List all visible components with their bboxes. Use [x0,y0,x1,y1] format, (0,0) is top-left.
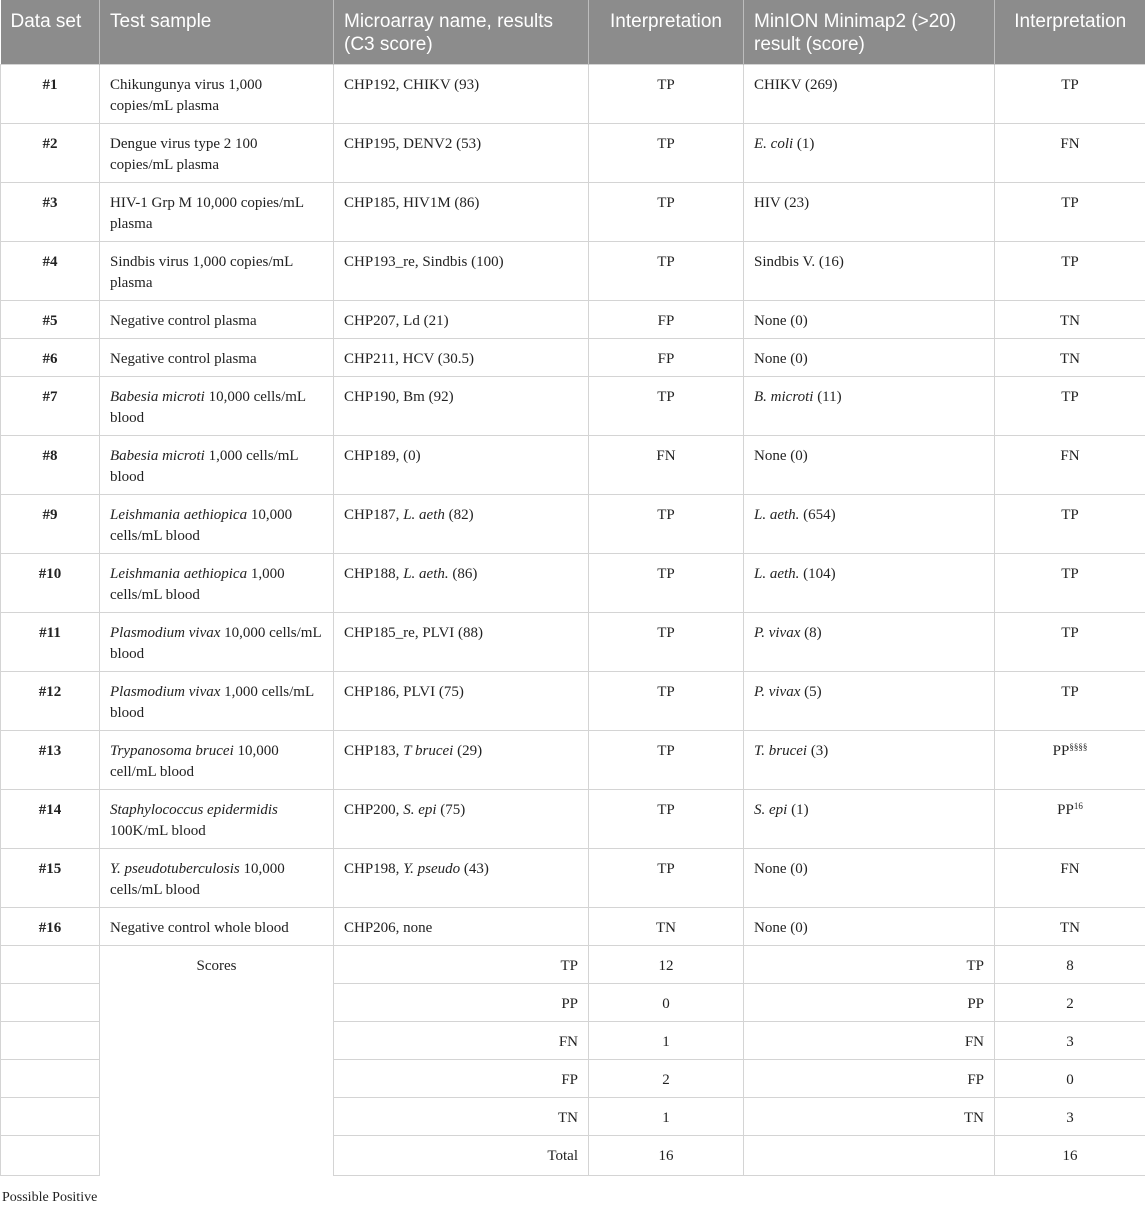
table-row [1,124,1145,183]
test-sample-cell: Leishmania aethiopica 1,000 cells/mL blood [100,554,334,613]
minion-interpretation-cell: PP§§§§ [995,731,1145,790]
microarray-interpretation-cell: TP [589,242,744,301]
score-value-microarray: 12 [589,946,744,984]
test-sample-cell: Staphylococcus epidermidis 100K/mL blood [100,790,334,849]
minion-interpretation-cell: FN [995,849,1145,908]
table-row [1,339,1145,377]
minion-interpretation-cell: TP [995,377,1145,436]
microarray-result-cell: CHP192, CHIKV (93) [334,65,589,124]
score-label-microarray: TP [334,946,589,984]
minion-result-cell: P. vivax (5) [744,672,995,731]
microarray-result-cell: CHP183, T brucei (29) [334,731,589,790]
microarray-result-cell: CHP185_re, PLVI (88) [334,613,589,672]
microarray-result-cell: CHP195, DENV2 (53) [334,124,589,183]
minion-interpretation-cell: TP [995,495,1145,554]
test-sample-cell: Trypanosoma brucei 10,000 cell/mL blood [100,731,334,790]
table-row [1,495,1145,554]
score-label-minion: FP [744,1060,995,1098]
data-set-cell: #10 [1,554,100,613]
microarray-interpretation-cell: FN [589,436,744,495]
minion-result-cell: None (0) [744,339,995,377]
minion-interpretation-cell: FN [995,436,1145,495]
table-row [1,672,1145,731]
test-sample-cell: Babesia microti 1,000 cells/mL blood [100,436,334,495]
microarray-interpretation-cell: TP [589,790,744,849]
table-row [1,65,1145,124]
microarray-interpretation-cell: TP [589,554,744,613]
table-row [1,301,1145,339]
score-label-microarray: TN [334,1098,589,1136]
test-sample-cell: Y. pseudotuberculosis 10,000 cells/mL blood [100,849,334,908]
minion-result-cell: HIV (23) [744,183,995,242]
test-sample-cell: Negative control whole blood [100,908,334,946]
microarray-result-cell: CHP200, S. epi (75) [334,790,589,849]
score-value-minion: 3 [995,1098,1145,1136]
minion-result-cell: S. epi (1) [744,790,995,849]
empty-cell [1,984,100,1022]
score-value-minion: 3 [995,1022,1145,1060]
microarray-result-cell: CHP188, L. aeth. (86) [334,554,589,613]
microarray-interpretation-cell: TN [589,908,744,946]
data-set-cell: #3 [1,183,100,242]
score-value-microarray: 2 [589,1060,744,1098]
header-minion-result: MinION Minimap2 (>20) result (score) [744,0,995,65]
microarray-interpretation-cell: TP [589,183,744,242]
test-sample-cell: Negative control plasma [100,339,334,377]
header-minion-interpretation: Interpretation [995,0,1145,65]
total-label-minion [744,1136,995,1176]
minion-result-cell: P. vivax (8) [744,613,995,672]
test-sample-cell: Negative control plasma [100,301,334,339]
header-test-sample: Test sample [100,0,334,65]
table-row [1,849,1145,908]
minion-interpretation-cell: TP [995,242,1145,301]
microarray-interpretation-cell: TP [589,65,744,124]
minion-result-cell: B. microti (11) [744,377,995,436]
empty-cell [1,946,100,984]
test-sample-cell: Plasmodium vivax 1,000 cells/mL blood [100,672,334,731]
header-row [1,0,1145,65]
minion-result-cell: T. brucei (3) [744,731,995,790]
minion-interpretation-cell: TP [995,672,1145,731]
minion-interpretation-cell: FN [995,124,1145,183]
microarray-result-cell: CHP189, (0) [334,436,589,495]
microarray-interpretation-cell: TP [589,377,744,436]
score-label-minion: FN [744,1022,995,1060]
minion-interpretation-cell: TP [995,554,1145,613]
test-sample-cell: HIV-1 Grp M 10,000 copies/mL plasma [100,183,334,242]
microarray-result-cell: CHP206, none [334,908,589,946]
minion-result-cell: Sindbis V. (16) [744,242,995,301]
minion-result-cell: L. aeth. (654) [744,495,995,554]
score-value-microarray: 1 [589,1022,744,1060]
data-set-cell: #16 [1,908,100,946]
minion-interpretation-cell: TP [995,65,1145,124]
data-set-cell: #5 [1,301,100,339]
minion-result-cell: CHIKV (269) [744,65,995,124]
total-value-minion: 16 [995,1136,1145,1176]
score-label-minion: TP [744,946,995,984]
microarray-interpretation-cell: TP [589,124,744,183]
microarray-interpretation-cell: TP [589,672,744,731]
table-row [1,613,1145,672]
empty-cell [1,1022,100,1060]
minion-interpretation-cell: TN [995,301,1145,339]
data-set-cell: #4 [1,242,100,301]
empty-cell [1,1098,100,1136]
score-label-minion: TN [744,1098,995,1136]
test-sample-cell: Babesia microti 10,000 cells/mL blood [100,377,334,436]
data-set-cell: #7 [1,377,100,436]
microarray-interpretation-cell: TP [589,495,744,554]
minion-result-cell: None (0) [744,301,995,339]
score-label-microarray: PP [334,984,589,1022]
microarray-interpretation-cell: TP [589,849,744,908]
score-row [1,946,1145,984]
test-sample-cell: Plasmodium vivax 10,000 cells/mL blood [100,613,334,672]
minion-interpretation-cell: TP [995,183,1145,242]
score-label-microarray: FN [334,1022,589,1060]
test-sample-cell: Dengue virus type 2 100 copies/mL plasma [100,124,334,183]
microarray-result-cell: CHP193_re, Sindbis (100) [334,242,589,301]
table-row [1,436,1145,495]
table-row [1,790,1145,849]
table-row [1,183,1145,242]
minion-interpretation-cell: TP [995,613,1145,672]
data-set-cell: #6 [1,339,100,377]
minion-result-cell: E. coli (1) [744,124,995,183]
scores-label: Scores [100,946,334,1176]
minion-result-cell: None (0) [744,908,995,946]
table-row [1,377,1145,436]
microarray-result-cell: CHP187, L. aeth (82) [334,495,589,554]
score-value-microarray: 1 [589,1098,744,1136]
data-set-cell: #9 [1,495,100,554]
total-label-microarray: Total [334,1136,589,1176]
microarray-interpretation-cell: FP [589,301,744,339]
microarray-result-cell: CHP198, Y. pseudo (43) [334,849,589,908]
score-value-microarray: 0 [589,984,744,1022]
score-value-minion: 0 [995,1060,1145,1098]
total-value-microarray: 16 [589,1136,744,1176]
header-microarray-interpretation: Interpretation [589,0,744,65]
empty-cell [1,1136,100,1176]
data-set-cell: #15 [1,849,100,908]
data-set-cell: #12 [1,672,100,731]
data-set-cell: #13 [1,731,100,790]
test-sample-cell: Chikungunya virus 1,000 copies/mL plasma [100,65,334,124]
minion-result-cell: None (0) [744,436,995,495]
data-set-cell: #8 [1,436,100,495]
microarray-interpretation-cell: FP [589,339,744,377]
score-label-minion: PP [744,984,995,1022]
microarray-result-cell: CHP207, Ld (21) [334,301,589,339]
table-footnote: Possible Positive [2,1190,98,1205]
minion-interpretation-cell: PP$^{16}$ [995,790,1145,849]
test-sample-cell: Leishmania aethiopica 10,000 cells/mL blood [100,495,334,554]
score-value-minion: 2 [995,984,1145,1022]
data-set-cell: #2 [1,124,100,183]
data-set-cell: #14 [1,790,100,849]
score-label-microarray: FP [334,1060,589,1098]
table-row [1,554,1145,613]
microarray-result-cell: CHP211, HCV (30.5) [334,339,589,377]
data-set-cell: #11 [1,613,100,672]
table-row [1,242,1145,301]
empty-cell [1,1060,100,1098]
minion-interpretation-cell: TN [995,908,1145,946]
microarray-interpretation-cell: TP [589,613,744,672]
data-set-cell: #1 [1,65,100,124]
table-row [1,908,1145,946]
microarray-result-cell: CHP190, Bm (92) [334,377,589,436]
header-microarray-result: Microarray name, results (C3 score) [334,0,589,65]
minion-interpretation-cell: TN [995,339,1145,377]
table-row [1,731,1145,790]
score-value-minion: 8 [995,946,1145,984]
minion-result-cell: L. aeth. (104) [744,554,995,613]
minion-result-cell: None (0) [744,849,995,908]
test-sample-cell: Sindbis virus 1,000 copies/mL plasma [100,242,334,301]
microarray-interpretation-cell: TP [589,731,744,790]
microarray-result-cell: CHP186, PLVI (75) [334,672,589,731]
microarray-result-cell: CHP185, HIV1M (86) [334,183,589,242]
header-data-set: Data set [1,0,100,65]
